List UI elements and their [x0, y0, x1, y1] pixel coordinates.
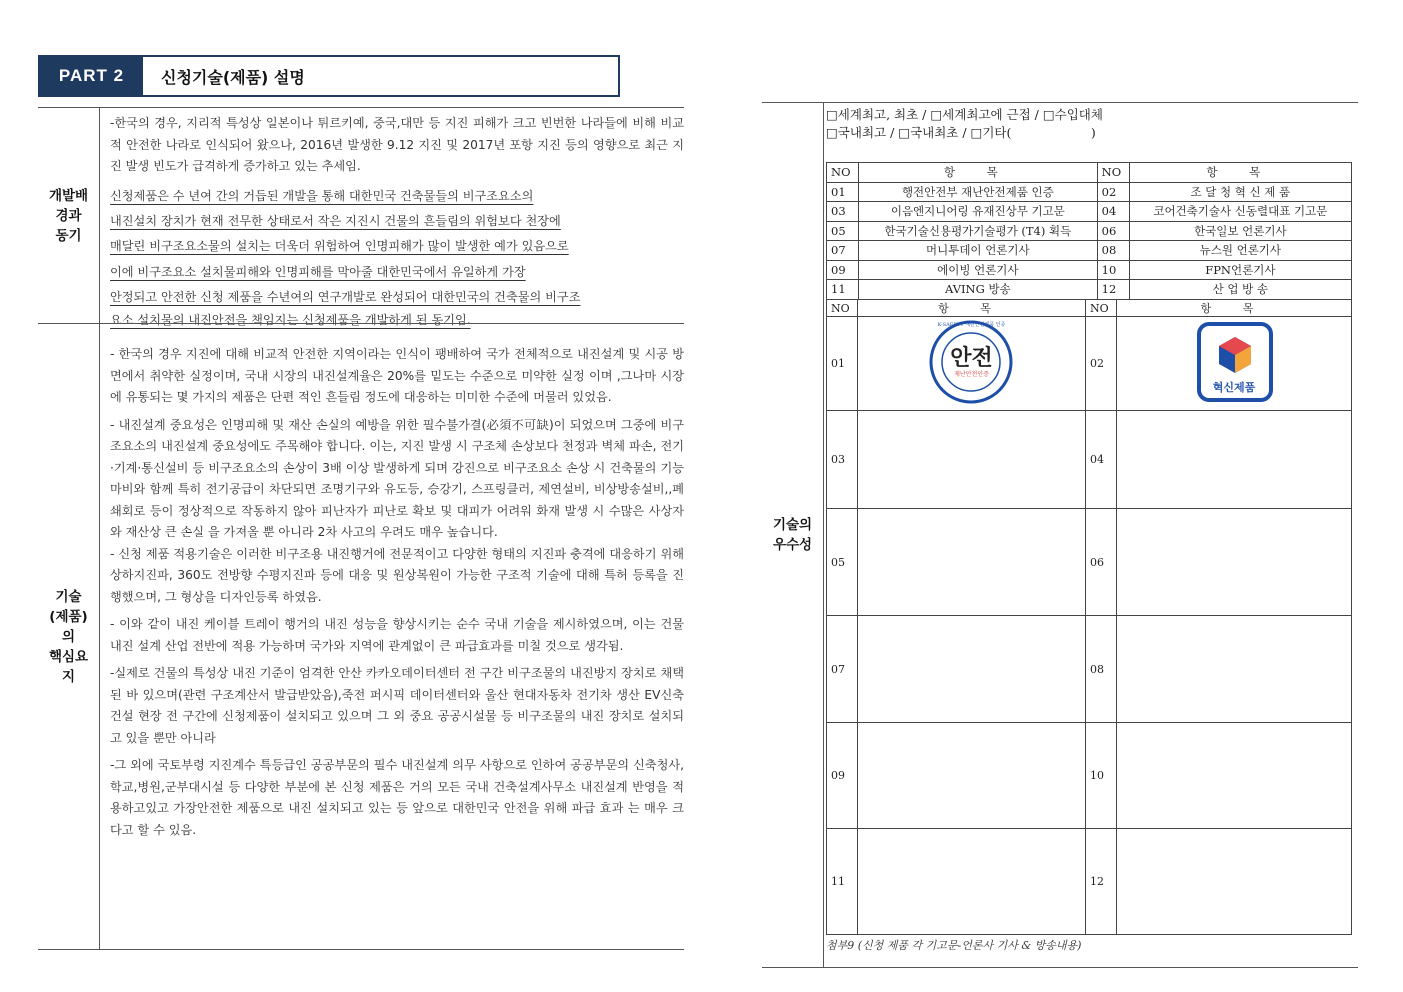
core-paragraph: - 한국의 경우 지진에 대해 비교적 안전한 지역이라는 인식이 팽배하여 국가 전체적으로 내진설계 및 시공 방면에서 취약한 실정이며, 국내 시장의 내진설계율은 20%를 밑도는 수준으로 미약한 실정 이며 ,그나마 시장에 유통되는 몇 가지의 제품은 단편 적인 흔들림 정도에 대응하는 미미한 수준에 머물러 있었음. [110, 347, 684, 404]
table-header-row: NO 항 목 NO 항 목 [827, 300, 1352, 317]
left-page [38, 55, 684, 955]
image-row: 09 10 [827, 723, 1352, 829]
table-row: 09 에이빙 언론기사 10 FPN언론기사 [827, 260, 1352, 280]
k-safety-logo-image [860, 319, 1083, 408]
underlined-line: 내진설치 장치가 현재 전무한 상태로서 작은 지진시 건물의 흔들림의 위험보다 천장에 [110, 213, 561, 228]
underlined-line: 이에 비구조요소 설치물피해와 인명피해를 막아줄 대한민국에서 유일하게 가장 [110, 264, 526, 279]
section-label-development: 개발배 경과 동기 [38, 108, 100, 323]
checkbox-row[interactable]: □세계최고, 최초 / □세계최고에 근접 / □수입대체 [826, 107, 1103, 122]
core-paragraph: -실제로 건물의 특성상 내진 기준이 엄격한 안산 카카오데이터센터 전 구간 비구조물의 내진방지 장치로 채택된 바 있으며(관련 구조계산서 발급받았음),죽전 퍼시픽 데이터센터와 울산 현대자동차 전기차 생산 EV신축건설 현장 전 구간에 신청제품이 설치되고 있으며 그 외 중요 공공시설물 등 비구조물의 내진 장치로 설치되고 있을 뿐만 아니라 [110, 666, 684, 745]
attachment-caption: 첨부9 (신청 제품 각 기고문-언론사 기사 & 방송내용) [826, 939, 1082, 952]
core-paragraph: - 내진설계 중요성은 인명피해 및 재산 손실의 예방을 위한 필수불가결(必須不可缺)이 되었으며 그중에 비구조요소의 내진설계 중요성에도 주목해야 합니다. 이는, 지진 발생 시 구조체 손상보다 천정과 벽체 파손, 전기·기계·통신설비 등 비구조요소의 손상이 3배 이상 발생하게 되며 강진으로 비구조요소 손상 시 건축물의 기능 마비와 함께 특히 전기공급이 차단되면 조명기구와 유도등, 승강기, 스프링클러, 제연설비, 비상방송설비,,폐쇄회로 등이 정상적으로 작동하지 않아 피난자가 피난로 확보 및 대피가 어려워 화재 발생 시 수많은 사상자와 재산상 큰 손실 을 가져올 뿐 아니라 2차 사고의 우려도 매우 높습니다. [110, 417, 684, 539]
core-paragraph: - 신청 제품 적용기술은 이러한 비구조용 내진행거에 전문적이고 다양한 형태의 지진파 충격에 대응하기 위해 상하지진파, 360도 전방향 수평지진파 등에 대응 및 원상복원이 가능한 구조적 기술에 대해 특허 등록을 진행했으며, 그 형상을 디자인등록 하였음. [110, 546, 684, 604]
underlined-line: 매달린 비구조요소물의 설치는 더욱더 위험하여 인명피해가 많이 발생한 예가 있음으로 [110, 239, 569, 254]
innovation-product-label: 혁신제품 [1212, 381, 1256, 394]
section-body-core [110, 324, 684, 949]
k-safety-sub-text: 재난안전인증 [954, 371, 989, 378]
image-row: 07 08 [827, 616, 1352, 723]
image-row: 01 안전 재난안전인증 K-SAFETY 재난안전제품 인증 02 혁신제품 [827, 317, 1352, 411]
image-row: 05 06 [827, 509, 1352, 616]
core-paragraph: - 이와 같이 내진 케이블 트레이 행거의 내진 성능을 향상시키는 순수 국내 기술을 제시하였으며, 이는 건물 내진 설계 산업 전반에 적용 가능하며 국가와 지역에 관계없이 큰 파급효과를 미칠 것으로 생각됨. [110, 617, 684, 653]
k-safety-main-text: 안전 [950, 345, 993, 371]
table-row: 07 머니투데이 언론기사 08 뉴스원 언론기사 [827, 241, 1352, 261]
checkbox-options [826, 106, 1352, 142]
core-paragraph: -그 외에 국토부령 지진계수 특등급인 공공부문의 필수 내진설계 의무 사항으로 인하여 공공부문의 신축청사,학교,병원,군부대시설 등 다양한 부분에 본 신청 제품은 거의 모든 국내 건축설계사무소 내진설계 반영을 적용하고있고 가장안전한 제품으로 내진 설치되고 있는 등 앞으로 대한민국 안전을 위해 파급 효과 는 매우 크다고 할 수 있음. [110, 758, 684, 837]
intro-paragraph: -한국의 경우, 지리적 특성상 일본이나 튀르키예, 중국,대만 등 지진 피해가 크고 빈번한 나라들에 비해 비교적 안전한 나라로 인식되어 왔으나, 2016년 발생한 9.12 지진 및 2017년 포항 지진 등의 영향으로 최근 지진 발생 빈도가 급격하게 증가하고 있는 추세임. [110, 116, 684, 173]
underlined-line: 요소 설치물의 내진안전을 책임지는 신청제품을 개발하게 된 동기임. [110, 312, 471, 327]
section-label-superiority: 기술의 우수성 [762, 103, 824, 967]
part-title: 신청기술(제품) 설명 [161, 67, 305, 87]
part-label: PART 2 [40, 57, 143, 95]
section-body-development [110, 108, 684, 327]
underlined-line: 신청제품은 수 년여 간의 거듭된 개발을 통해 대한민국 건축물들의 비구조요소의 [110, 188, 534, 203]
section-development-motivation [38, 107, 684, 327]
table-row: 01 행전안전부 재난안전제품 인증 02 조 달 청 혁 신 제 품 [827, 182, 1352, 202]
table-row: 05 한국기술신용평가기술평가 (T4) 획득 06 한국일보 언론기사 [827, 221, 1352, 241]
image-row: 03 04 [827, 411, 1352, 509]
part-header [38, 55, 620, 97]
section-core-technology [38, 323, 684, 950]
table-header-row: NO 항 목 NO 항 목 [827, 163, 1352, 183]
table-row: 11 AVING 방송 12 산 업 방 송 [827, 280, 1352, 300]
image-row: 11 12 [827, 829, 1352, 935]
right-page [762, 102, 1358, 968]
innovation-product-logo-image [1119, 319, 1349, 408]
table-row: 03 이음엔지니어링 유재진상무 기고문 04 코어건축기술사 신동렬대표 기고문 [827, 202, 1352, 222]
k-safety-ring-text: K-SAFETY 재난안전제품 인증 [937, 322, 1006, 328]
underlined-line: 안정되고 안전한 신청 제품을 수년여의 연구개발로 완성되어 대한민국의 건축물의 비구조 [110, 290, 581, 305]
attachment-image-table [826, 299, 1352, 935]
section-label-core: 기술 (제품) 의 핵심요 지 [38, 324, 100, 949]
item-list-table [826, 162, 1352, 300]
checkbox-row[interactable]: □국내최고 / □국내최초 / □기타( ) [826, 125, 1096, 140]
